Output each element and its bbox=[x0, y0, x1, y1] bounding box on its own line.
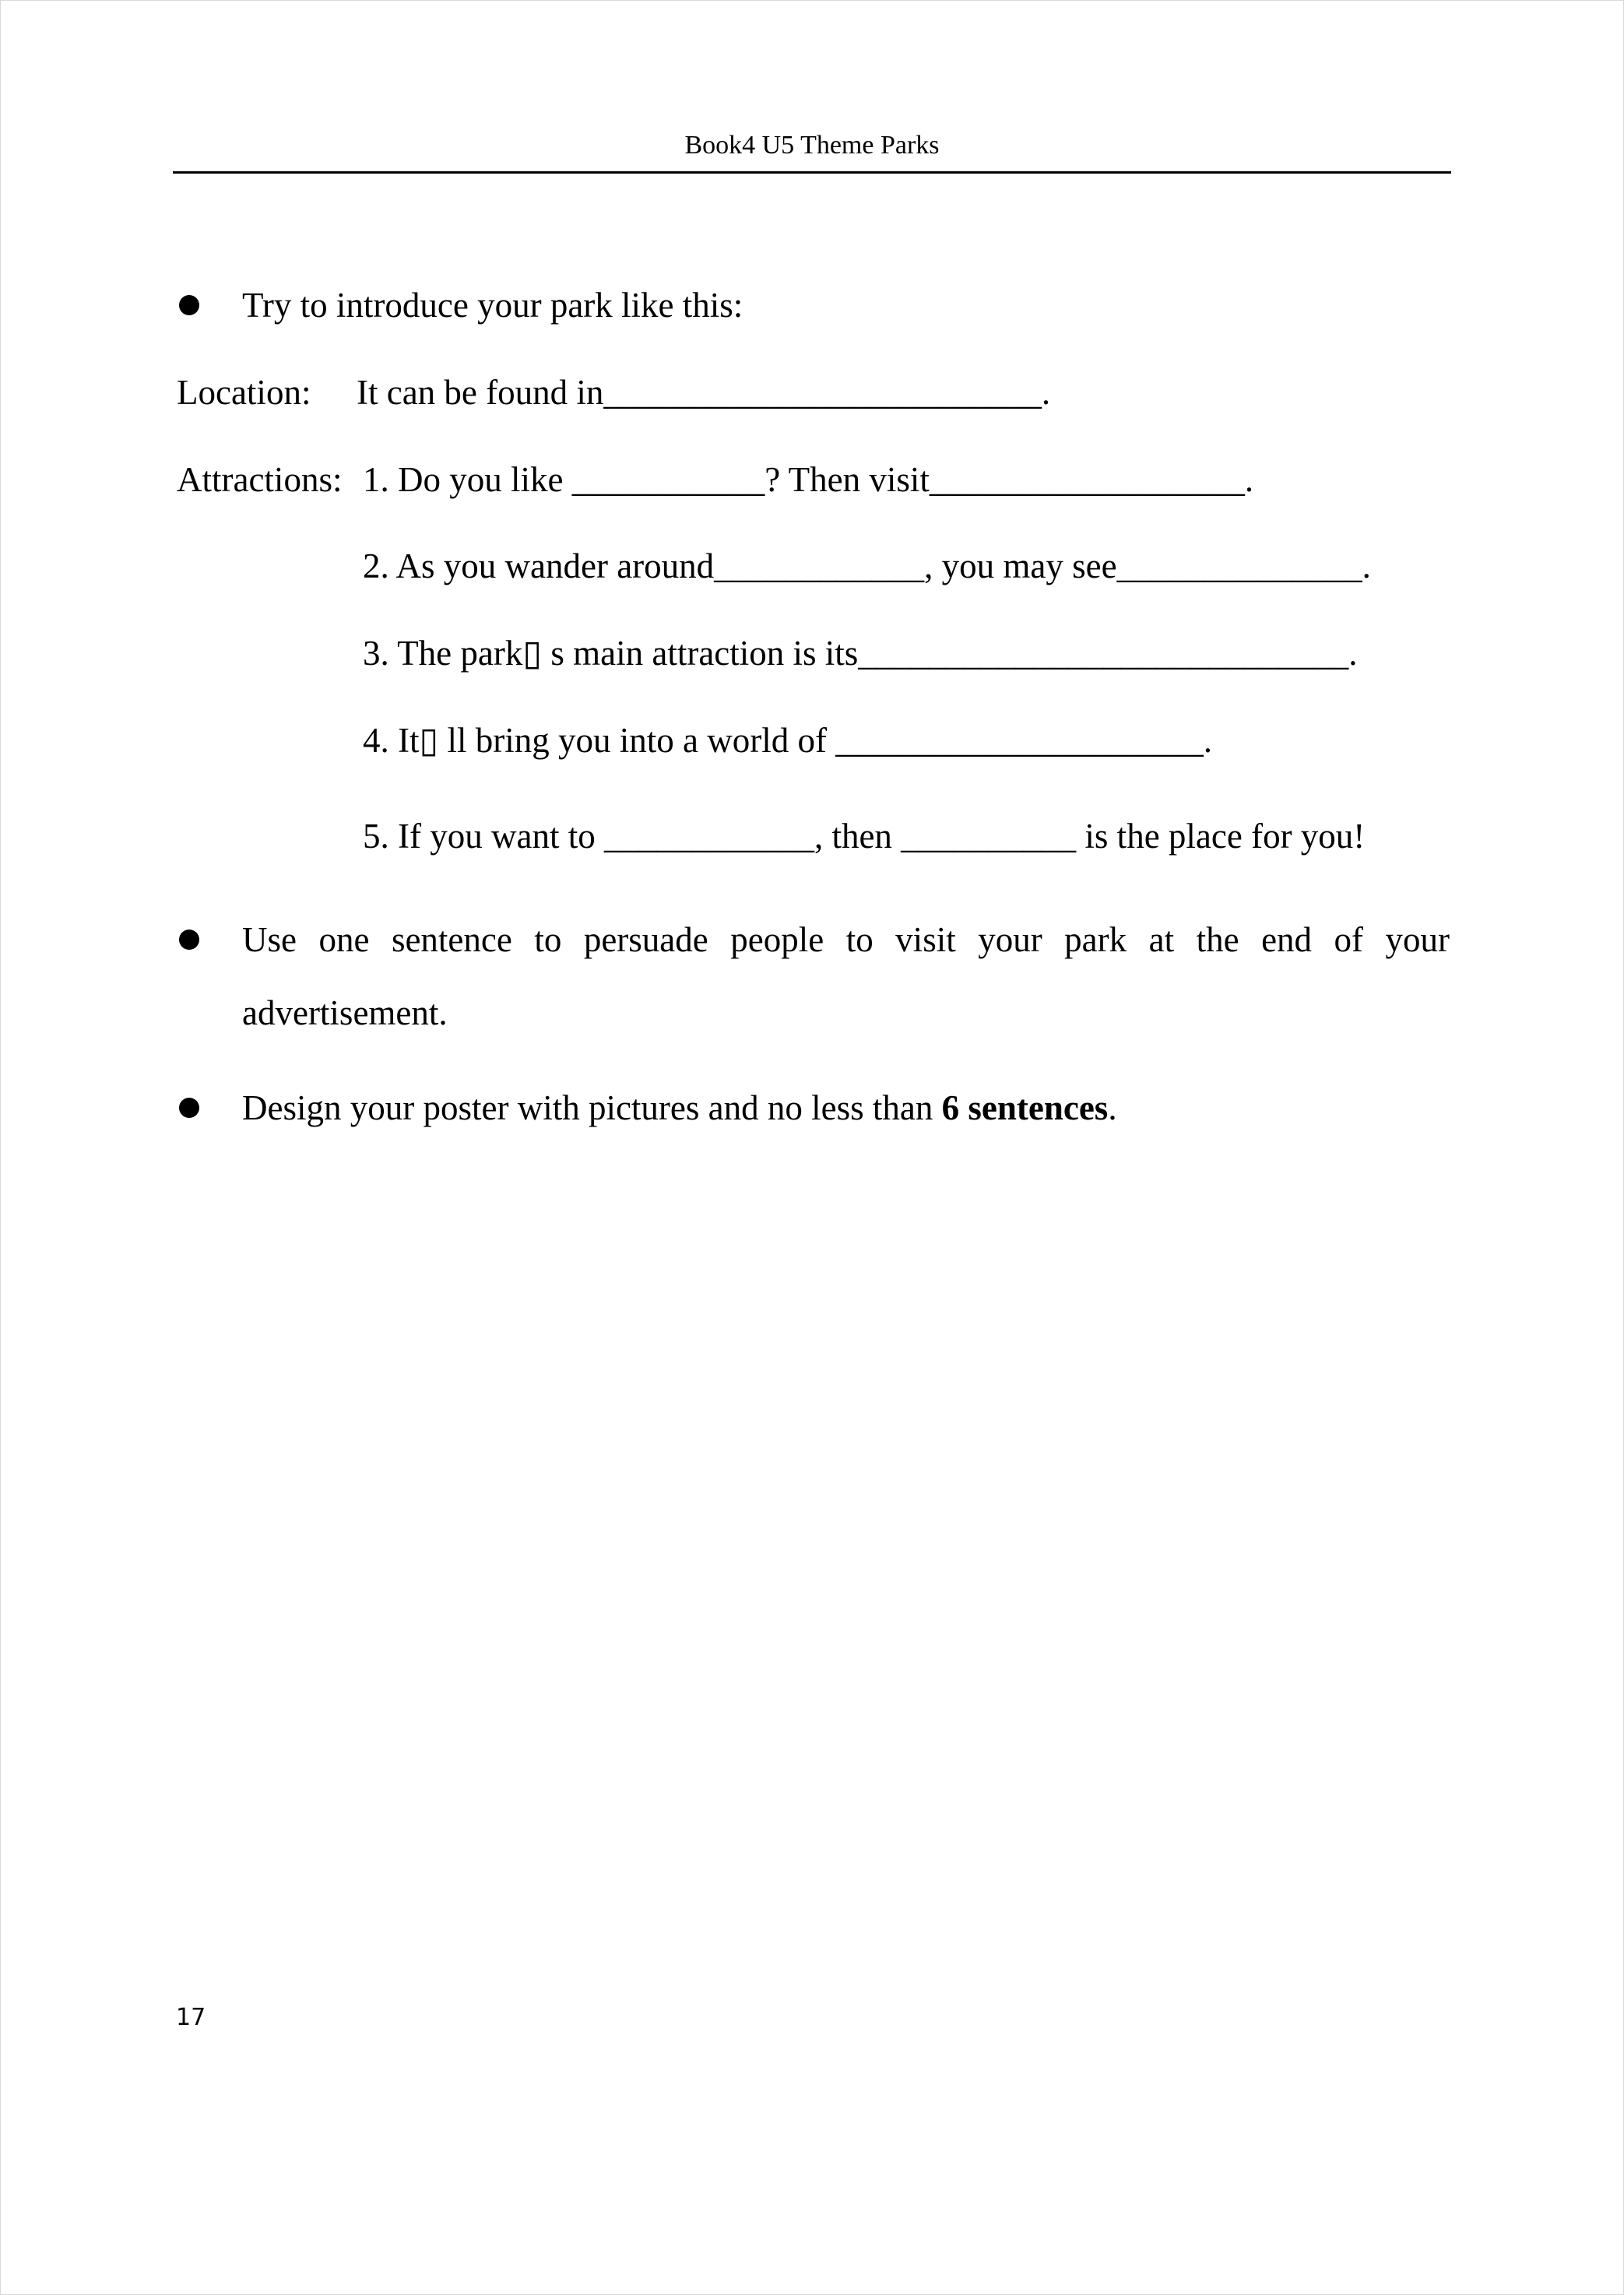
attraction-item-3: 3. The park▯ s main attraction is its____________________________. bbox=[363, 634, 1358, 673]
design-period: . bbox=[1108, 1088, 1117, 1127]
design-text: Design your poster with pictures and no less than bbox=[242, 1088, 942, 1127]
attraction-item-4: 4. It▯ ll bring you into a world of _____________________. bbox=[363, 721, 1212, 760]
attraction-item-5: 5. If you want to ____________, then __________ is the place for you! bbox=[363, 817, 1366, 856]
header-rule bbox=[173, 171, 1451, 174]
page-number: 17 bbox=[176, 2004, 206, 2031]
running-header: Book4 U5 Theme Parks bbox=[684, 131, 940, 160]
bullet-dot-icon bbox=[179, 930, 199, 950]
design-emphasis: 6 sentences bbox=[941, 1088, 1109, 1127]
location-label: Location: bbox=[177, 373, 311, 412]
intro-instruction: Try to introduce your park like this: bbox=[242, 286, 743, 325]
attractions-label: Attractions: bbox=[177, 460, 343, 499]
location-sentence: It can be found in_________________________. bbox=[357, 373, 1051, 412]
persuade-instruction-line2: advertisement. bbox=[242, 993, 448, 1032]
bullet-dot-icon bbox=[179, 295, 199, 315]
attraction-item-2: 2. As you wander around____________, you may see______________. bbox=[363, 547, 1371, 585]
persuade-instruction-line1: Use one sentence to persuade people to visit your park at the end of your bbox=[242, 920, 1450, 959]
bullet-dot-icon bbox=[179, 1098, 199, 1118]
design-instruction bbox=[242, 1088, 1117, 1127]
attraction-item-1: 1. Do you like ___________? Then visit__________________. bbox=[363, 460, 1254, 499]
